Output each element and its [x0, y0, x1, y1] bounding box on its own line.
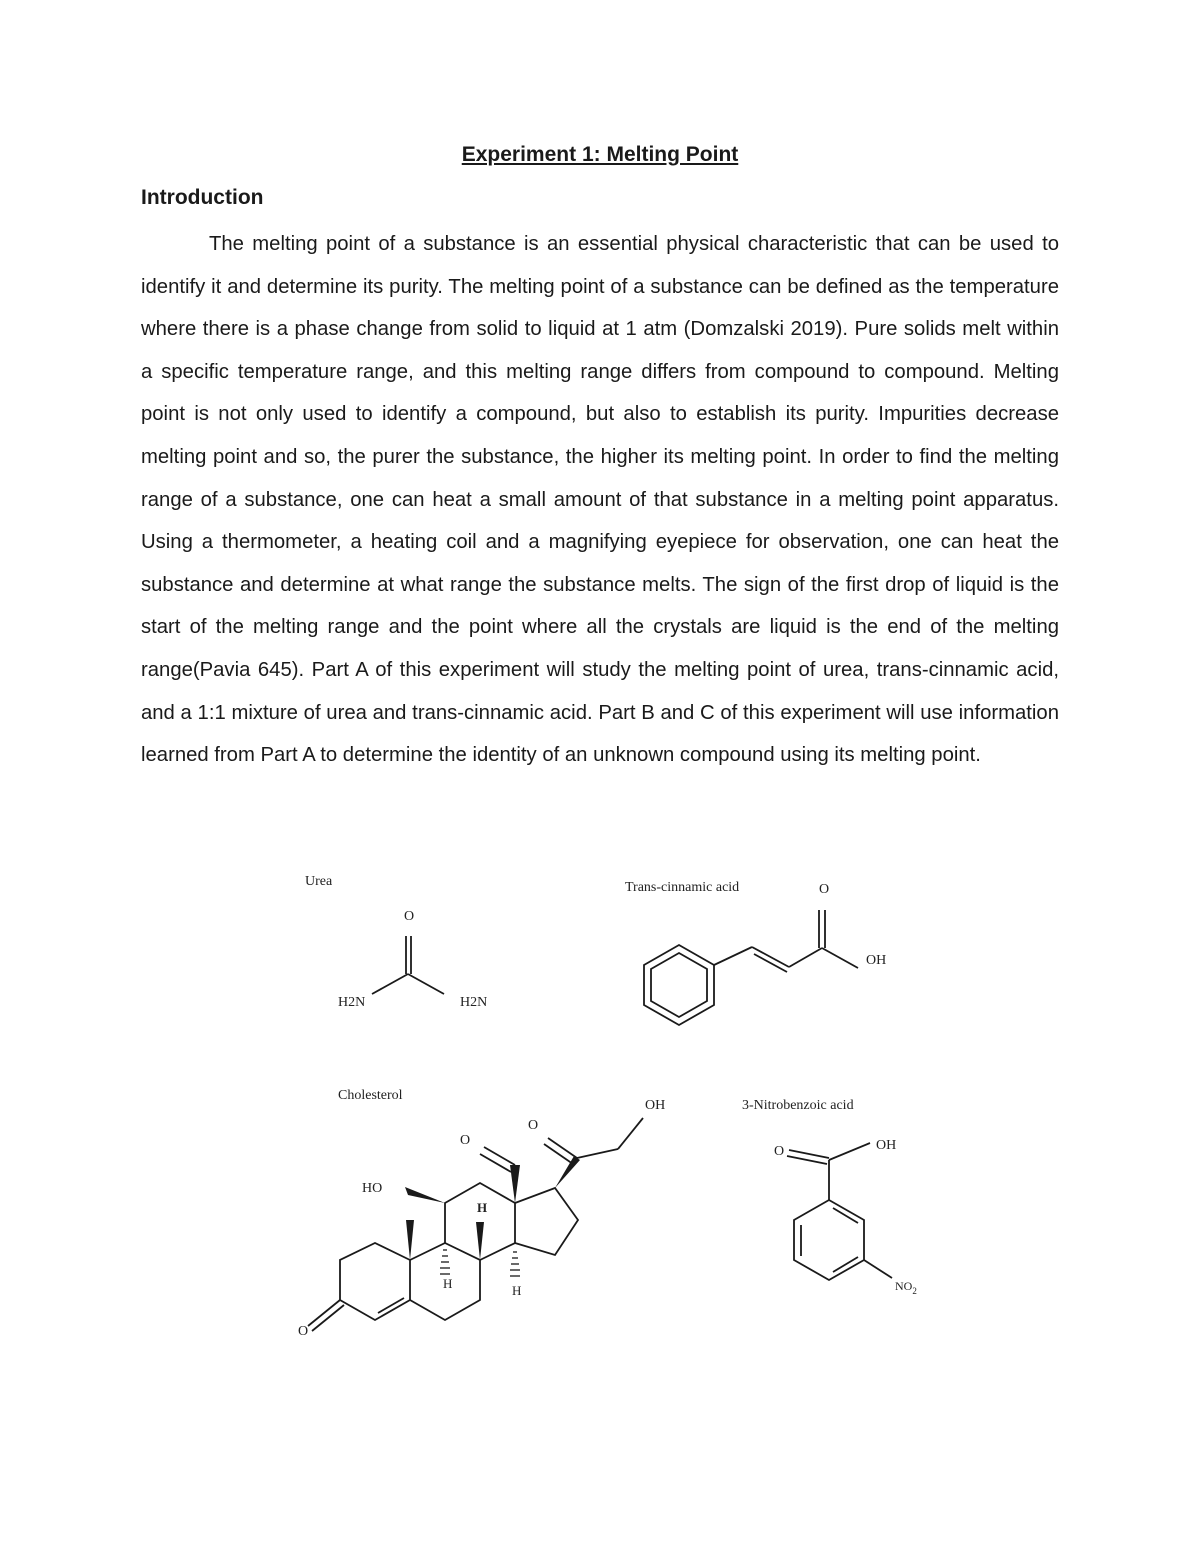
urea-structure	[305, 874, 487, 1010]
cinnamic-atom-oh: OH	[866, 953, 887, 968]
section-heading-introduction: Introduction	[141, 186, 264, 209]
cholesterol-atom-o-aldehyde: O	[460, 1133, 471, 1148]
cinnamic-atom-o: O	[819, 882, 830, 897]
nitrobenzoic-atom-oh: OH	[876, 1138, 897, 1153]
cholesterol-label: Cholesterol	[338, 1088, 403, 1103]
urea-atom-o: O	[404, 909, 415, 924]
cholesterol-atom-o-ring: O	[298, 1324, 309, 1339]
cholesterol-atom-oh: OH	[645, 1098, 666, 1113]
3-nitrobenzoic-acid-structure	[742, 1098, 917, 1296]
hash-bond-c9	[440, 1250, 450, 1274]
trans-cinnamic-acid-structure	[625, 880, 886, 1025]
nitrobenzoic-atom-no2: $NO_2$	[895, 1279, 917, 1296]
cholesterol-atom-o-ketone: O	[528, 1118, 539, 1133]
chemical-structures-figure	[0, 860, 1200, 1380]
cholesterol-atom-h-left: H	[443, 1276, 453, 1291]
introduction-paragraph: The melting point of a substance is an essential physical characteristic that can be used to identify it and determine its purity. The melting point of a substance can be defined as the temperature where there is a phase change from solid to liquid at 1 atm (Domzalski 2019). Pure solids melt within a specific temperature range, and this melting range differs from compound to compound. Melting point is not only used to identify a compound, but also to establish its purity. Impurities decrease melting point and so, the purer the substance, the higher its melting point. In order to find the melting range of a substance, one can heat a small amount of that substance in a melting point apparatus. Using a thermometer, a heating coil and a magnifying eyepiece for observation, one can heat the substance and determine at what range the substance melts. The sign of the first drop of liquid is the start of the melting range and the point where all the crystals are liquid is the end of the melting range(Pavia 645). Part A of this experiment will study the melting point of urea, trans-cinnamic acid, and a 1:1 mixture of urea and trans-cinnamic acid. Part B and C of this experiment will use information learned from Part A to determine the identity of an unknown compound using its melting point.	[141, 233, 1059, 767]
hash-bond-c14	[510, 1252, 520, 1276]
cholesterol-atom-h-top: H	[477, 1200, 488, 1215]
cholesterol-structure	[298, 1088, 665, 1339]
urea-atom-nh2-left: H2N	[338, 995, 366, 1010]
nitrobenzoic-atom-o: O	[774, 1144, 785, 1159]
urea-atom-nh2-right: H2N	[460, 995, 488, 1010]
nitrobenzoic-label: 3-Nitrobenzoic acid	[742, 1098, 854, 1113]
page-title: Experiment 1: Melting Point	[461, 143, 739, 166]
urea-label: Urea	[305, 874, 333, 889]
cholesterol-atom-h-right: H	[512, 1283, 522, 1298]
cinnamic-label: Trans-cinnamic acid	[625, 880, 740, 895]
cholesterol-atom-ho: HO	[362, 1181, 383, 1196]
